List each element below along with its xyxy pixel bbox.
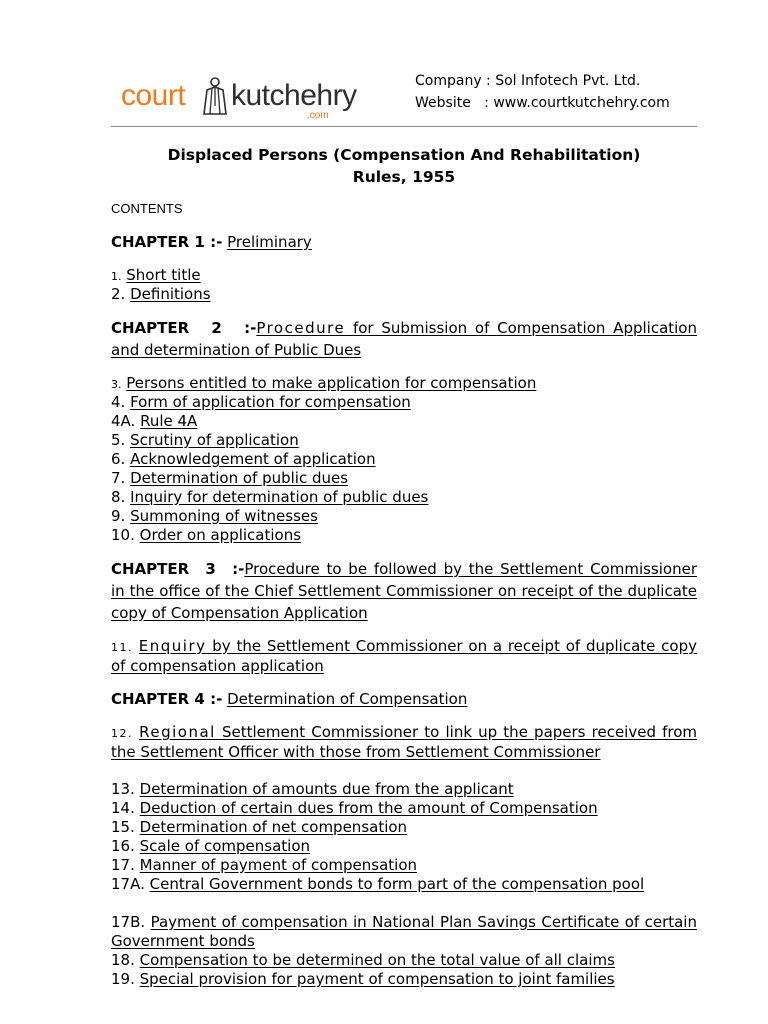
rule-link[interactable]: Determination of public dues (130, 469, 349, 487)
rule-link-first[interactable]: Regional (139, 723, 216, 741)
rule-link[interactable]: Compensation to be determined on the total value of all claims (139, 951, 615, 969)
rule-item (111, 799, 697, 818)
rule-link[interactable]: Deduction of certain dues from the amount of Compensation (139, 799, 598, 817)
chapter-4-link[interactable]: Determination of Compensation (227, 690, 468, 708)
chapter-4-heading (111, 688, 697, 710)
rule-item (111, 723, 697, 762)
rule-item (111, 818, 697, 837)
rule-number: 5. (111, 431, 126, 449)
rule-item (111, 526, 697, 545)
rule-link[interactable]: by the Settlement Commissioner on a receipt of duplicate copy of compensation application (111, 637, 697, 675)
rule-link[interactable]: Settlement Commissioner to link up the papers received from the Settlement Officer with those from Settlement Commissioner (111, 723, 697, 761)
rule-link[interactable]: Manner of payment of compensation (139, 856, 418, 874)
rule-item (111, 488, 697, 507)
rule-number: 6. (111, 450, 126, 468)
rule-link[interactable]: Scrutiny of application (130, 431, 299, 449)
chapter-1-heading (111, 231, 697, 253)
rule-number: 14. (111, 799, 135, 817)
rule-item (111, 970, 697, 989)
rule-item (111, 637, 697, 676)
rule-number: 10. (111, 526, 135, 544)
rule-item (111, 374, 697, 394)
rule-link[interactable]: Special provision for payment of compensation to joint families (139, 970, 615, 988)
rule-item (111, 393, 697, 412)
rule-link[interactable]: Determination of amounts due from the applicant (139, 780, 514, 798)
rule-link[interactable]: Acknowledgement of application (130, 450, 376, 468)
rule-number: 9. (111, 507, 126, 525)
rule-number: 16. (111, 837, 135, 855)
logo-court-text: court (121, 79, 186, 112)
company-website[interactable]: Website : www.courtkutchehry.com (415, 95, 670, 111)
rule-number: 1. (111, 270, 122, 283)
rule-link[interactable]: Inquiry for determination of public dues (130, 488, 429, 506)
rule-item (111, 266, 697, 286)
rule-number: 11. (111, 641, 133, 654)
rule-number: 7. (111, 469, 126, 487)
rule-item (111, 875, 697, 894)
site-logo[interactable] (121, 74, 381, 122)
logo-com-text: .com (307, 110, 329, 121)
rule-number: 18. (111, 951, 135, 969)
rule-link[interactable]: Scale of compensation (139, 837, 311, 855)
rule-number: 4A. (111, 412, 136, 430)
header-divider (111, 126, 697, 127)
rule-link[interactable]: Short title (126, 266, 201, 284)
rule-link[interactable]: Summoning of witnesses (130, 507, 318, 525)
logo-kutchehry-text: kutchehry (231, 79, 357, 112)
rule-link[interactable]: Rule 4A (140, 412, 198, 430)
chapter-3-link-first[interactable]: Procedure (244, 560, 320, 578)
chapter-4-label: CHAPTER 4 :- (111, 690, 223, 708)
rule-number: 15. (111, 818, 135, 836)
document-title-line-2: Rules, 1955 (352, 168, 456, 186)
chapter-3-link[interactable]: to be followed by the Settlement Commissioner in the office of the Chief Settlement Commissioner on receipt of the duplicate copy of Compensation Application (111, 560, 697, 622)
rule-item (111, 469, 697, 488)
chapter-3-heading (111, 558, 697, 624)
judge-figure-icon (199, 76, 231, 116)
rule-link[interactable]: Determination of net compensation (139, 818, 408, 836)
rule-link[interactable]: Order on applications (139, 526, 302, 544)
chapter-1-link[interactable]: Preliminary (227, 233, 312, 251)
rule-item (111, 951, 697, 970)
chapter-3-label: CHAPTER 3 :- (111, 560, 245, 578)
rule-number: 17. (111, 856, 135, 874)
rule-number: 8. (111, 488, 126, 506)
document-title-line-1: Displaced Persons (Compensation And Rehabilitation) (167, 146, 641, 164)
rule-number: 19. (111, 970, 135, 988)
chapter-1-label: CHAPTER 1 :- (111, 233, 223, 251)
rule-item (111, 412, 697, 431)
rule-number: 3. (111, 378, 122, 391)
rule-link[interactable]: Central Government bonds to form part of the compensation pool (149, 875, 645, 893)
rule-number: 17B. (111, 913, 146, 931)
rule-item (111, 285, 697, 304)
rule-link-first[interactable]: Enquiry (138, 637, 207, 655)
rule-item (111, 450, 697, 469)
rule-number: 17A. (111, 875, 145, 893)
contents-label: CONTENTS (111, 201, 183, 216)
rule-link[interactable]: Payment of compensation in National Plan Savings Certificate of certain Government bonds (111, 913, 697, 950)
rule-item (111, 507, 697, 526)
rule-number: 12. (111, 727, 133, 740)
chapter-2-link-first[interactable]: Procedure (256, 319, 346, 337)
rule-number: 2. (111, 285, 126, 303)
rule-number: 4. (111, 393, 126, 411)
chapter-2-heading (111, 317, 697, 361)
chapter-2-link[interactable]: for Submission of Compensation Application and determination of Public Dues (111, 319, 697, 359)
rule-item (111, 780, 697, 799)
rule-item (111, 837, 697, 856)
rule-item (111, 856, 697, 875)
company-name: Company : Sol Infotech Pvt. Ltd. (415, 73, 641, 89)
chapter-2-label: CHAPTER 2 :- (111, 319, 257, 337)
rule-number: 13. (111, 780, 135, 798)
rule-item (111, 431, 697, 450)
rule-link[interactable]: Persons entitled to make application for compensation (126, 374, 537, 392)
rule-link[interactable]: Definitions (130, 285, 211, 303)
rule-link[interactable]: Form of application for compensation (130, 393, 411, 411)
rule-item (111, 913, 697, 951)
